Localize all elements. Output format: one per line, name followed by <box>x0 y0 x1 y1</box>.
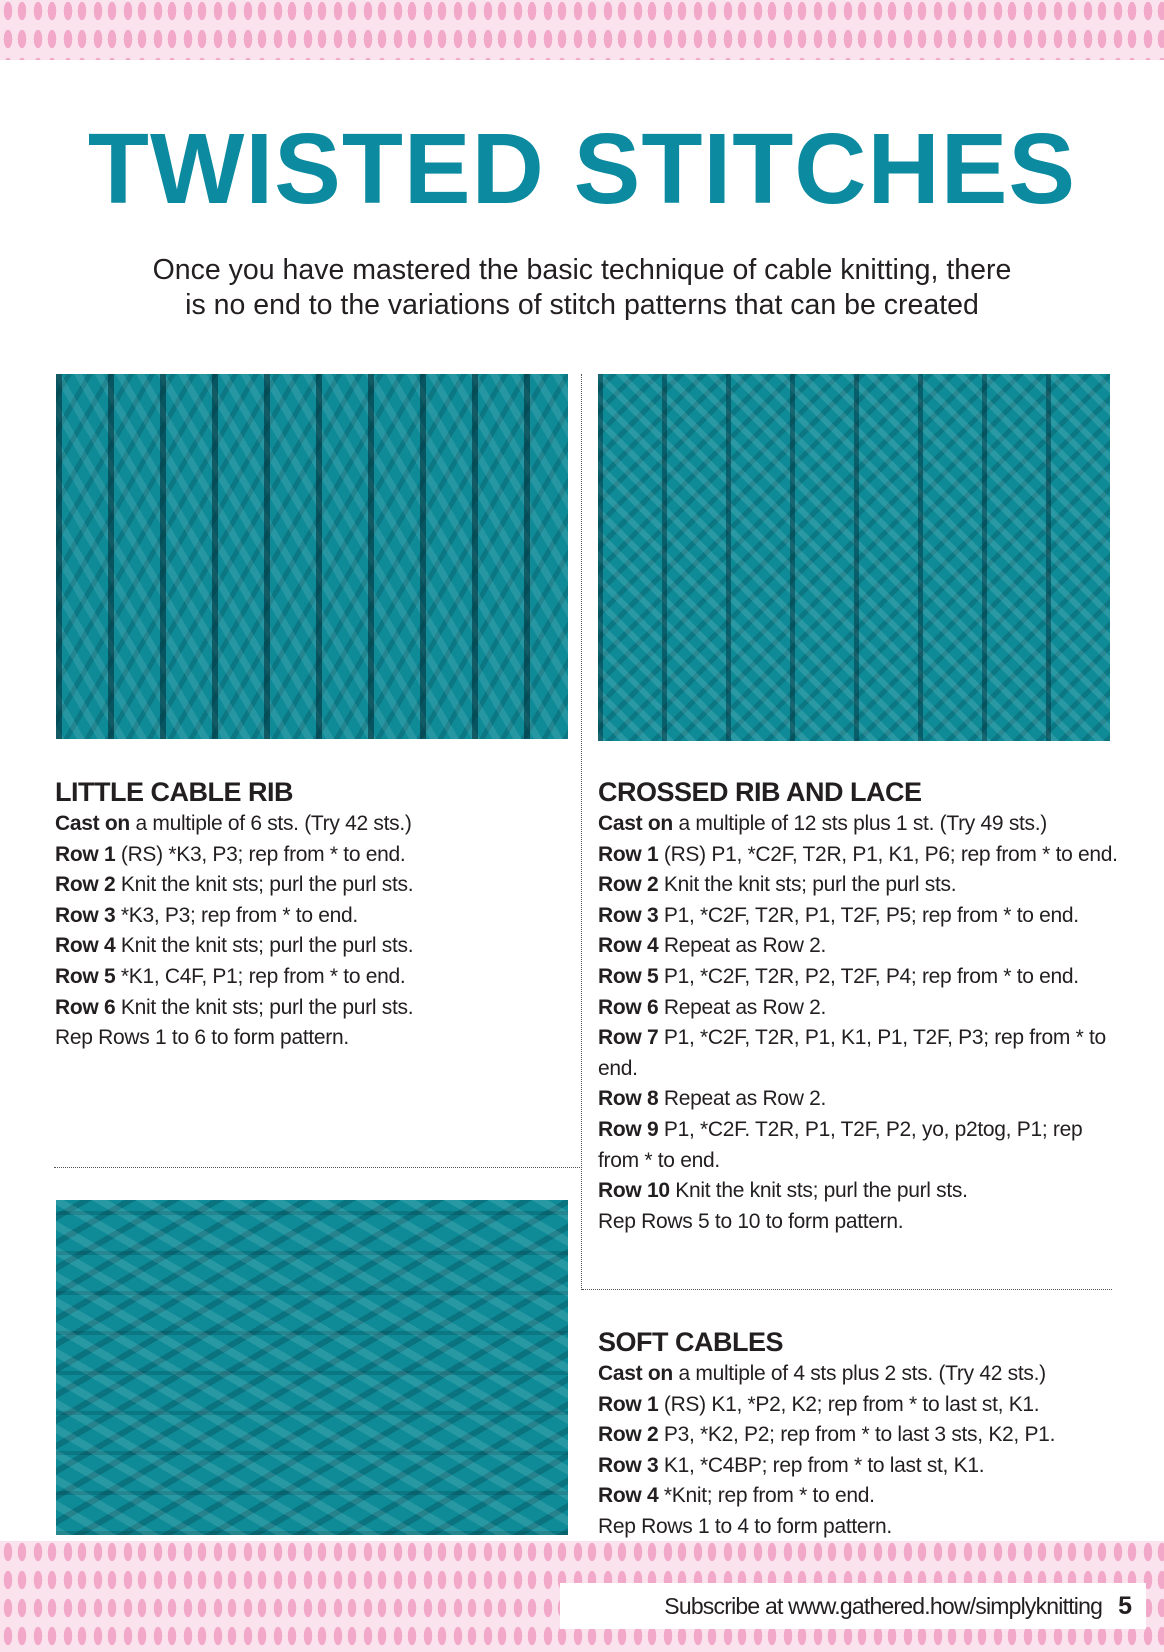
little-cable-rib-pattern <box>55 775 565 1054</box>
row-label: Row 1 <box>598 842 659 866</box>
row-text: P1, *C2F, T2R, P2, T2F, P4; rep from * to end. <box>658 964 1079 988</box>
pattern-line <box>55 840 565 871</box>
row-label: Row 2 <box>598 873 659 897</box>
row-text: Knit the knit sts; purl the purl sts. <box>115 873 414 897</box>
pattern-line <box>598 1084 1118 1115</box>
row-text: (RS) K1, *P2, K2; rep from * to last st, K1. <box>658 1392 1040 1416</box>
pattern-heading: SOFT CABLES <box>598 1327 784 1357</box>
row-label: Row 6 <box>55 995 116 1019</box>
row-text: P1, *C2F. T2R, P1, T2F, P2, yo, p2tog, P1; rep from * to end. <box>598 1117 1083 1172</box>
row-label: Row 5 <box>598 964 659 988</box>
row-label: Row 10 <box>598 1179 670 1203</box>
pattern-line <box>598 1451 1118 1482</box>
row-label: Row 1 <box>55 842 116 866</box>
page-number: 5 <box>1118 1591 1132 1620</box>
pattern-line <box>598 870 1118 901</box>
row-text: Knit the knit sts; purl the purl sts. <box>669 1179 968 1203</box>
pattern-line <box>598 1359 1118 1390</box>
pattern-line <box>55 993 565 1024</box>
row-label: Row 1 <box>598 1392 659 1416</box>
row-label: Cast on <box>598 812 673 835</box>
pattern-line <box>55 809 565 840</box>
soft-cables-photo <box>56 1200 568 1535</box>
pattern-line <box>598 1481 1118 1512</box>
row-label: Row 3 <box>598 903 659 927</box>
pattern-line <box>598 931 1118 962</box>
pattern-heading: LITTLE CABLE RIB <box>55 777 293 807</box>
footer <box>560 1583 1146 1629</box>
row-text: Repeat as Row 2. <box>658 1087 827 1111</box>
row-label: Row 5 <box>55 964 116 988</box>
row-text: Rep Rows 1 to 4 to form pattern. <box>598 1514 892 1538</box>
row-text: Knit the knit sts; purl the purl sts. <box>115 995 414 1019</box>
crossed-rib-and-lace-photo <box>598 374 1110 741</box>
subscribe-link[interactable]: Subscribe at www.gathered.how/simplyknitting <box>664 1592 1103 1619</box>
row-text: *K3, P3; rep from * to end. <box>115 903 358 927</box>
row-text: (RS) *K3, P3; rep from * to end. <box>115 842 406 866</box>
row-text: a multiple of 4 sts plus 2 sts. (Try 42 sts.) <box>672 1362 1046 1385</box>
pattern-heading: CROSSED RIB AND LACE <box>598 777 922 807</box>
intro-text <box>100 253 1064 323</box>
pattern-line <box>55 901 565 932</box>
column-divider <box>581 374 582 1290</box>
pattern-line <box>598 840 1118 871</box>
row-text: K1, *C4BP; rep from * to last st, K1. <box>658 1453 985 1477</box>
pattern-line <box>55 931 565 962</box>
intro-line: is no end to the variations of stitch patterns that can be created <box>185 289 979 321</box>
pattern-line <box>55 1023 565 1054</box>
little-cable-rib-photo <box>56 374 568 739</box>
pattern-line <box>598 1420 1118 1451</box>
top-knit-band <box>0 0 1164 60</box>
section-divider <box>582 1289 1112 1290</box>
row-label: Row 8 <box>598 1087 659 1111</box>
row-text: Repeat as Row 2. <box>658 934 827 958</box>
row-text: a multiple of 6 sts. (Try 42 sts.) <box>129 812 412 835</box>
row-label: Row 4 <box>598 1484 659 1508</box>
row-text: (RS) P1, *C2F, T2R, P1, K1, P6; rep from * to end. <box>658 842 1118 866</box>
pattern-instructions <box>598 1359 1118 1543</box>
row-text: Rep Rows 1 to 6 to form pattern. <box>55 1026 349 1050</box>
pattern-line <box>598 809 1118 840</box>
pattern-line <box>598 1176 1118 1207</box>
section-divider <box>54 1167 582 1168</box>
row-label: Row 2 <box>598 1423 659 1447</box>
row-text: P1, *C2F, T2R, P1, T2F, P5; rep from * to end. <box>658 903 1079 927</box>
row-text: Repeat as Row 2. <box>658 995 827 1019</box>
pattern-line <box>55 962 565 993</box>
row-label: Row 9 <box>598 1117 659 1141</box>
row-text: Knit the knit sts; purl the purl sts. <box>115 934 414 958</box>
row-label: Row 6 <box>598 995 659 1019</box>
row-label: Row 3 <box>598 1453 659 1477</box>
pattern-line <box>598 1512 1118 1543</box>
row-label: Row 2 <box>55 873 116 897</box>
page-title: TWISTED STITCHES <box>87 113 1077 225</box>
pattern-instructions <box>598 809 1118 1237</box>
row-label: Cast on <box>598 1362 673 1385</box>
row-label: Row 7 <box>598 1026 659 1050</box>
pattern-line <box>55 870 565 901</box>
pattern-line <box>598 962 1118 993</box>
row-label: Row 3 <box>55 903 116 927</box>
pattern-line <box>598 993 1118 1024</box>
pattern-line <box>598 1115 1118 1176</box>
row-label: Row 4 <box>598 934 659 958</box>
row-text: a multiple of 12 sts plus 1 st. (Try 49 sts.) <box>672 812 1047 835</box>
intro-line: Once you have mastered the basic technique of cable knitting, there <box>152 254 1012 286</box>
row-text: *Knit; rep from * to end. <box>658 1484 875 1508</box>
crossed-rib-and-lace-pattern <box>598 775 1118 1237</box>
pattern-line <box>598 901 1118 932</box>
pattern-instructions <box>55 809 565 1054</box>
row-text: P3, *K2, P2; rep from * to last 3 sts, K2, P1. <box>658 1423 1056 1447</box>
pattern-line <box>598 1023 1118 1084</box>
row-text: P1, *C2F, T2R, P1, K1, P1, T2F, P3; rep from * to end. <box>598 1026 1106 1080</box>
row-label: Row 4 <box>55 934 116 958</box>
row-label: Cast on <box>55 812 130 835</box>
row-text: *K1, C4F, P1; rep from * to end. <box>115 964 406 988</box>
row-text: Rep Rows 5 to 10 to form pattern. <box>598 1209 904 1233</box>
soft-cables-pattern <box>598 1325 1118 1543</box>
row-text: Knit the knit sts; purl the purl sts. <box>658 873 957 897</box>
pattern-line <box>598 1207 1118 1238</box>
pattern-line <box>598 1390 1118 1421</box>
